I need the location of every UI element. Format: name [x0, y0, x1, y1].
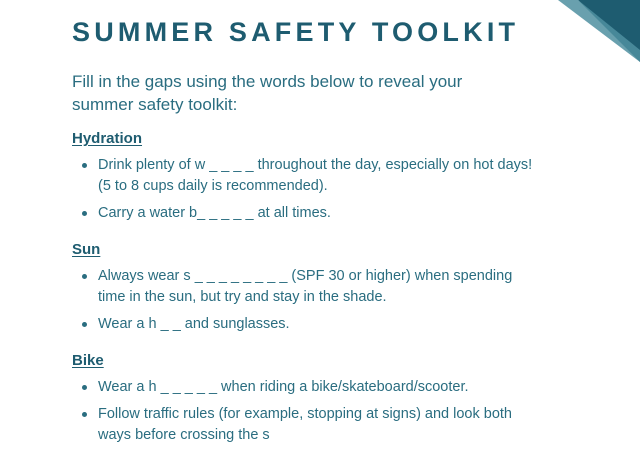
list-item: Drink plenty of w _ _ _ _ throughout the day, especially on hot days! (5 to 8 cups daily is recommended). — [80, 155, 540, 197]
page-title: SUMMER SAFETY TOOLKIT — [72, 17, 520, 47]
hydration-list — [80, 155, 540, 230]
intro-text: Fill in the gaps using the words below to reveal your summer safety toolkit: — [72, 72, 463, 114]
list-item: Follow traffic rules (for example, stopping at signs) and look both ways before crossing the s — [80, 404, 540, 446]
corner-decoration — [540, 0, 640, 62]
list-item: Carry a water b_ _ _ _ _ at all times. — [80, 203, 540, 224]
bike-list — [80, 377, 540, 452]
section-heading-hydration: Hydration — [72, 130, 143, 147]
section-heading-sun: Sun — [72, 241, 101, 258]
list-item: Always wear s _ _ _ _ _ _ _ _ (SPF 30 or higher) when spending time in the sun, but try and stay in the shade. — [80, 266, 540, 308]
list-item: Wear a h _ _ _ _ _ when riding a bike/skateboard/scooter. — [80, 377, 540, 398]
list-item: Wear a h _ _ and sunglasses. — [80, 314, 540, 335]
section-heading-bike: Bike — [72, 352, 104, 369]
sun-list — [80, 266, 540, 341]
